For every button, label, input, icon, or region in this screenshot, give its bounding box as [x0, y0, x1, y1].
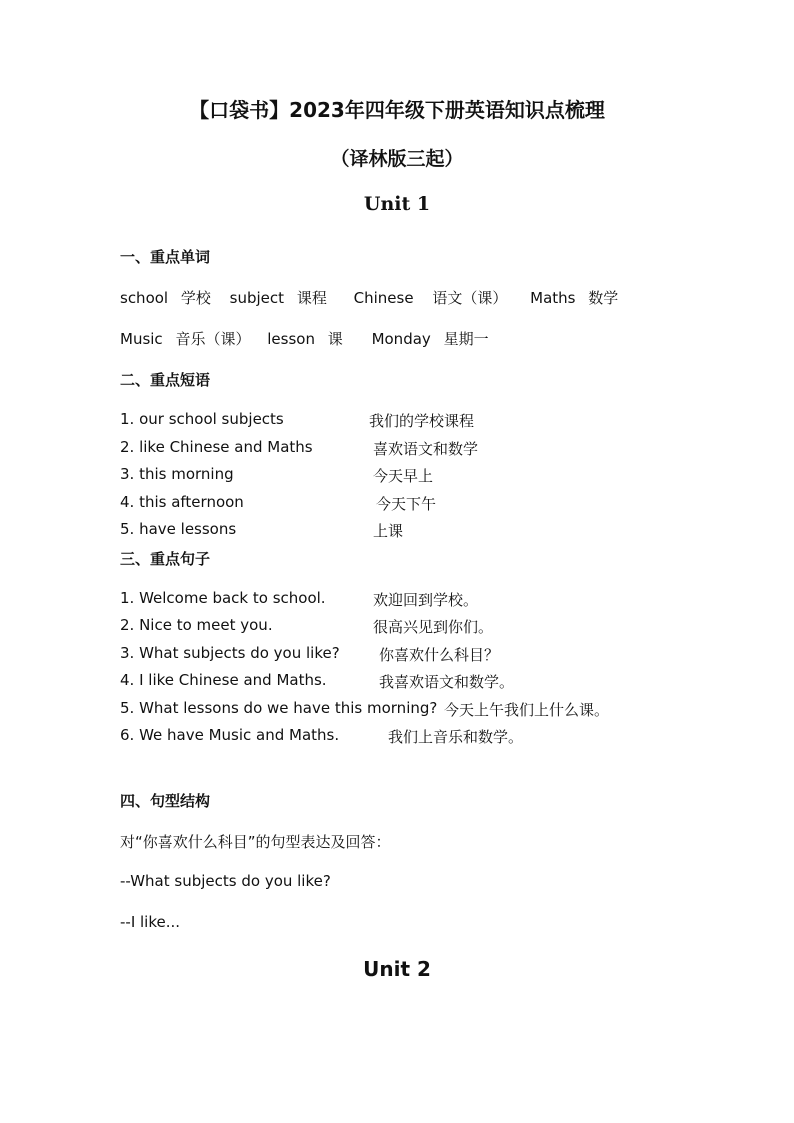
sentence-zh: 很高兴见到你们。: [373, 618, 494, 636]
section-1-heading: 一、重点单词: [120, 248, 211, 266]
sentence-zh: 今天上午我们上什么课。: [444, 701, 610, 719]
sentence-en: 2. Nice to meet you.: [120, 616, 273, 634]
section-3-heading: 三、重点句子: [120, 550, 211, 568]
section-2-heading: 二、重点短语: [120, 371, 211, 389]
vocab-en: Monday: [371, 330, 431, 348]
vocab-zh: 数学: [588, 289, 619, 307]
vocab-row-1: [120, 287, 618, 308]
phrase-en: 1. our school subjects: [120, 410, 284, 428]
pattern-question: --What subjects do you like?: [120, 872, 331, 890]
vocab-zh: 星期一: [443, 330, 489, 348]
phrase-zh: 今天下午: [376, 495, 437, 513]
sentence-en: 3. What subjects do you like?: [120, 644, 340, 662]
phrase-zh: 上课: [373, 522, 404, 540]
document-title: 【口袋书】2023年四年级下册英语知识点梳理: [189, 98, 605, 122]
document-subtitle: （译林版三起）: [330, 148, 464, 170]
sentence-en: 6. We have Music and Maths.: [120, 726, 340, 744]
sentence-en: 4. I like Chinese and Maths.: [120, 671, 327, 689]
pattern-answer: --I like...: [120, 913, 181, 931]
phrase-en: 2. like Chinese and Maths: [120, 438, 313, 456]
sentence-zh: 我喜欢语文和数学。: [379, 673, 515, 691]
pattern-intro: 对“你喜欢什么科目”的句型表达及回答：: [120, 833, 391, 851]
vocab-en: school: [120, 289, 169, 307]
vocab-row-2: [120, 328, 489, 349]
vocab-zh: 课: [327, 330, 343, 348]
sentence-zh: 欢迎回到学校。: [373, 591, 479, 609]
sentence-zh: 我们上音乐和数学。: [388, 728, 524, 746]
vocab-en: Chinese: [353, 289, 414, 307]
vocab-zh: 学校: [180, 289, 211, 307]
sentence-en: 5. What lessons do we have this morning?: [120, 699, 438, 717]
phrase-zh: 喜欢语文和数学: [373, 440, 479, 458]
vocab-zh: 课程: [296, 289, 327, 307]
unit-2-heading: Unit 2: [363, 957, 431, 981]
vocab-en: subject: [229, 289, 285, 307]
vocab-zh: 语文（课）: [432, 289, 508, 307]
phrase-en: 3. this morning: [120, 465, 234, 483]
phrase-en: 4. this afternoon: [120, 493, 244, 511]
sentence-zh: 你喜欢什么科目？: [379, 646, 500, 664]
vocab-en: Maths: [530, 289, 576, 307]
vocab-en: Music: [120, 330, 163, 348]
phrase-en: 5. have lessons: [120, 520, 237, 538]
section-4-heading: 四、句型结构: [120, 792, 211, 810]
vocab-zh: 音乐（课）: [175, 330, 251, 348]
vocab-en: lesson: [267, 330, 315, 348]
sentence-en: 1. Welcome back to school.: [120, 589, 326, 607]
phrase-zh: 我们的学校课程: [369, 412, 475, 430]
unit-1-heading: Unit 1: [363, 193, 431, 215]
phrase-zh: 今天早上: [373, 467, 434, 485]
